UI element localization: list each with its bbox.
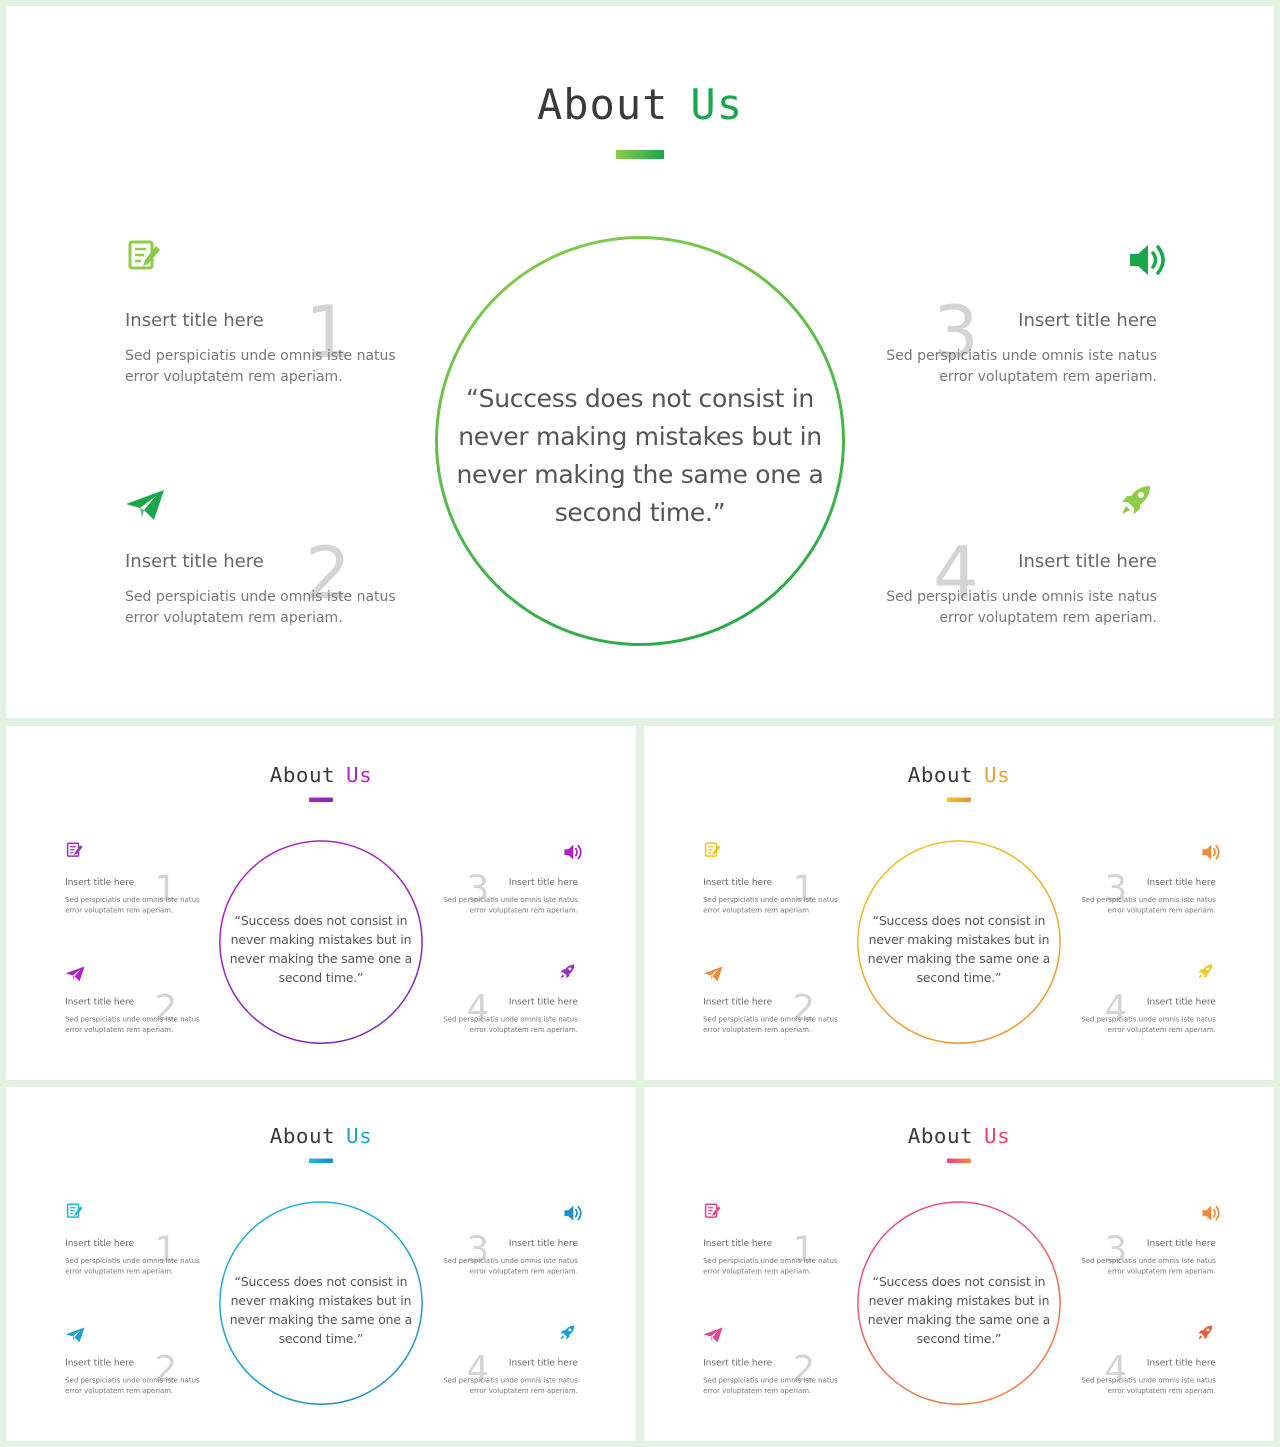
item-desc-line1: Sed perspiciatis unde omnis iste natus [703, 895, 838, 904]
item-title: Insert title here [508, 877, 578, 888]
item-title: Insert title here [508, 1357, 578, 1369]
item-desc-line2: error voluptatem rem aperiam. [469, 1387, 578, 1396]
title-word-us: Us [346, 762, 373, 788]
item-desc-line2: error voluptatem rem aperiam. [65, 1387, 174, 1396]
title-underline [947, 798, 971, 802]
rocket-icon [1196, 1323, 1214, 1341]
speaker-icon [1201, 1204, 1222, 1222]
item-number: 4 [1104, 986, 1128, 1029]
item-title: Insert title here [65, 877, 135, 888]
paper-plane-icon [703, 965, 724, 983]
list-item-1 [65, 866, 200, 916]
rocket-icon [1118, 482, 1154, 518]
item-title: Insert title here [508, 996, 578, 1008]
item-desc-line2: error voluptatem rem aperiam. [65, 906, 174, 915]
item-title: Insert title here [65, 996, 135, 1008]
item-number: 4 [466, 986, 490, 1029]
item-number: 4 [1104, 1347, 1128, 1390]
list-item-2 [703, 1347, 838, 1397]
title-underline [616, 150, 664, 159]
item-title: Insert title here [1146, 996, 1216, 1008]
item-desc-line2: error voluptatem rem aperiam. [469, 1026, 578, 1035]
list-item-3 [1081, 1227, 1216, 1277]
item-number: 2 [792, 1347, 816, 1390]
list-item-2 [703, 986, 838, 1036]
item-desc-line1: Sed perspiciatis unde omnis iste natus [703, 1015, 838, 1024]
document-pencil-icon [704, 841, 722, 859]
item-number: 3 [933, 290, 979, 374]
title-word-about: About [907, 762, 974, 788]
item-desc-line1: Sed perspiciatis unde omnis iste natus [125, 589, 396, 605]
item-number: 1 [792, 867, 816, 909]
title-word-about: About [269, 762, 336, 788]
item-number: 2 [792, 986, 816, 1029]
item-desc-line2: error voluptatem rem aperiam. [1107, 1026, 1216, 1035]
document-pencil-icon [66, 1202, 84, 1220]
list-item-3 [443, 1227, 578, 1277]
slide-title [6, 763, 636, 787]
item-number: 2 [154, 986, 178, 1029]
paper-plane-icon [703, 1326, 724, 1344]
item-desc-line2: error voluptatem rem aperiam. [1107, 1267, 1216, 1276]
speaker-icon [1128, 242, 1170, 278]
slide-title [6, 80, 1274, 129]
title-underline [309, 1159, 333, 1163]
item-desc-line1: Sed perspiciatis unde omnis iste natus [125, 348, 396, 364]
title-word-us: Us [984, 1123, 1011, 1149]
item-desc-line1: Sed perspiciatis unde omnis iste natus [1081, 895, 1216, 904]
item-title: Insert title here [703, 877, 773, 888]
item-desc-line1: Sed perspiciatis unde omnis iste natus [1081, 1256, 1216, 1265]
item-number: 2 [154, 1347, 178, 1390]
speaker-icon [563, 843, 584, 861]
item-desc-line1: Sed perspiciatis unde omnis iste natus [443, 1015, 578, 1024]
document-pencil-icon [126, 238, 162, 274]
slide-title [644, 763, 1274, 787]
item-desc-line2: error voluptatem rem aperiam. [703, 1267, 812, 1276]
item-number: 1 [154, 1228, 178, 1270]
list-item-1 [703, 1227, 838, 1277]
item-title: Insert title here [703, 1357, 773, 1369]
document-pencil-icon [704, 1202, 722, 1220]
item-desc-line1: Sed perspiciatis unde omnis iste natus [443, 1376, 578, 1385]
item-title: Insert title here [1146, 1357, 1216, 1369]
item-desc-line1: Sed perspiciatis unde omnis iste natus [65, 1256, 200, 1265]
list-item-4 [443, 1347, 578, 1397]
slide-green [6, 6, 1274, 718]
title-word-about: About [536, 80, 669, 129]
item-desc-line1: Sed perspiciatis unde omnis iste natus [443, 1256, 578, 1265]
list-item-4 [1081, 986, 1216, 1036]
speaker-icon [563, 1204, 584, 1222]
title-underline [309, 798, 333, 802]
list-item-4 [1081, 1347, 1216, 1397]
item-title: Insert title here [703, 1238, 773, 1249]
list-item-2 [65, 1347, 200, 1397]
item-desc-line2: error voluptatem rem aperiam. [1107, 906, 1216, 915]
item-number: 3 [466, 867, 490, 909]
list-item-4 [443, 986, 578, 1036]
item-desc-line2: error voluptatem rem aperiam. [65, 1026, 174, 1035]
list-item-3 [886, 288, 1157, 388]
title-word-us: Us [346, 1123, 373, 1149]
item-number: 3 [1104, 867, 1128, 909]
slide-orange [644, 726, 1274, 1080]
paper-plane-icon [124, 488, 166, 524]
item-title: Insert title here [1018, 310, 1157, 331]
title-word-us: Us [984, 762, 1011, 788]
item-title: Insert title here [1146, 877, 1216, 888]
item-desc-line2: error voluptatem rem aperiam. [1107, 1387, 1216, 1396]
quote-text: “Success does not consist in never making mistakes but in never making the same one a second time.” [229, 913, 413, 985]
list-item-2 [65, 986, 200, 1036]
item-desc-line2: error voluptatem rem aperiam. [703, 1026, 812, 1035]
slide-title [6, 1124, 636, 1148]
rocket-icon [558, 1323, 576, 1341]
item-desc-line2: error voluptatem rem aperiam. [65, 1267, 174, 1276]
item-number: 3 [466, 1228, 490, 1270]
item-desc-line1: Sed perspiciatis unde omnis iste natus [65, 895, 200, 904]
item-number: 3 [1104, 1228, 1128, 1270]
item-number: 1 [154, 867, 178, 909]
quote-text: “Success does not consist in never making mistakes but in never making the same one a second time.” [456, 384, 824, 527]
title-word-about: About [269, 1123, 336, 1149]
item-desc-line2: error voluptatem rem aperiam. [939, 610, 1157, 626]
item-desc-line1: Sed perspiciatis unde omnis iste natus [886, 348, 1157, 364]
quote-text: “Success does not consist in never making mistakes but in never making the same one a second time.” [867, 913, 1051, 985]
item-number: 2 [305, 531, 351, 615]
item-title: Insert title here [1018, 551, 1157, 572]
title-word-us: Us [690, 80, 743, 129]
paper-plane-icon [65, 965, 86, 983]
item-desc-line1: Sed perspiciatis unde omnis iste natus [1081, 1376, 1216, 1385]
slide-pink-orange [644, 1087, 1274, 1441]
speaker-icon [1201, 843, 1222, 861]
rocket-icon [558, 962, 576, 980]
item-title: Insert title here [65, 1357, 135, 1369]
rocket-icon [1196, 962, 1214, 980]
list-item-1 [65, 1227, 200, 1277]
item-desc-line2: error voluptatem rem aperiam. [125, 369, 343, 385]
item-number: 4 [466, 1347, 490, 1390]
item-number: 1 [792, 1228, 816, 1270]
item-desc-line1: Sed perspiciatis unde omnis iste natus [703, 1256, 838, 1265]
item-desc-line1: Sed perspiciatis unde omnis iste natus [65, 1015, 200, 1024]
item-desc-line1: Sed perspiciatis unde omnis iste natus [443, 895, 578, 904]
item-title: Insert title here [703, 996, 773, 1008]
item-desc-line1: Sed perspiciatis unde omnis iste natus [65, 1376, 200, 1385]
item-title: Insert title here [125, 551, 264, 572]
list-item-1 [125, 288, 396, 388]
item-title: Insert title here [1146, 1238, 1216, 1249]
item-desc-line1: Sed perspiciatis unde omnis iste natus [886, 589, 1157, 605]
title-word-about: About [907, 1123, 974, 1149]
list-item-3 [443, 866, 578, 916]
item-desc-line2: error voluptatem rem aperiam. [125, 610, 343, 626]
list-item-4 [886, 529, 1157, 629]
item-desc-line2: error voluptatem rem aperiam. [703, 1387, 812, 1396]
slide-title [644, 1124, 1274, 1148]
quote-text: “Success does not consist in never making mistakes but in never making the same one a second time.” [229, 1274, 413, 1346]
item-number: 1 [305, 290, 351, 374]
title-underline [947, 1159, 971, 1163]
list-item-3 [1081, 866, 1216, 916]
item-desc-line2: error voluptatem rem aperiam. [469, 1267, 578, 1276]
list-item-1 [703, 866, 838, 916]
list-item-2 [125, 529, 396, 629]
item-title: Insert title here [65, 1238, 135, 1249]
document-pencil-icon [66, 841, 84, 859]
item-desc-line2: error voluptatem rem aperiam. [469, 906, 578, 915]
item-number: 4 [933, 531, 979, 615]
item-title: Insert title here [508, 1238, 578, 1249]
item-desc-line1: Sed perspiciatis unde omnis iste natus [1081, 1015, 1216, 1024]
item-desc-line2: error voluptatem rem aperiam. [703, 906, 812, 915]
slide-blue [6, 1087, 636, 1441]
slide-purple [6, 726, 636, 1080]
item-desc-line1: Sed perspiciatis unde omnis iste natus [703, 1376, 838, 1385]
item-title: Insert title here [125, 310, 264, 331]
quote-text: “Success does not consist in never making mistakes but in never making the same one a second time.” [867, 1274, 1051, 1346]
paper-plane-icon [65, 1326, 86, 1344]
item-desc-line2: error voluptatem rem aperiam. [939, 369, 1157, 385]
